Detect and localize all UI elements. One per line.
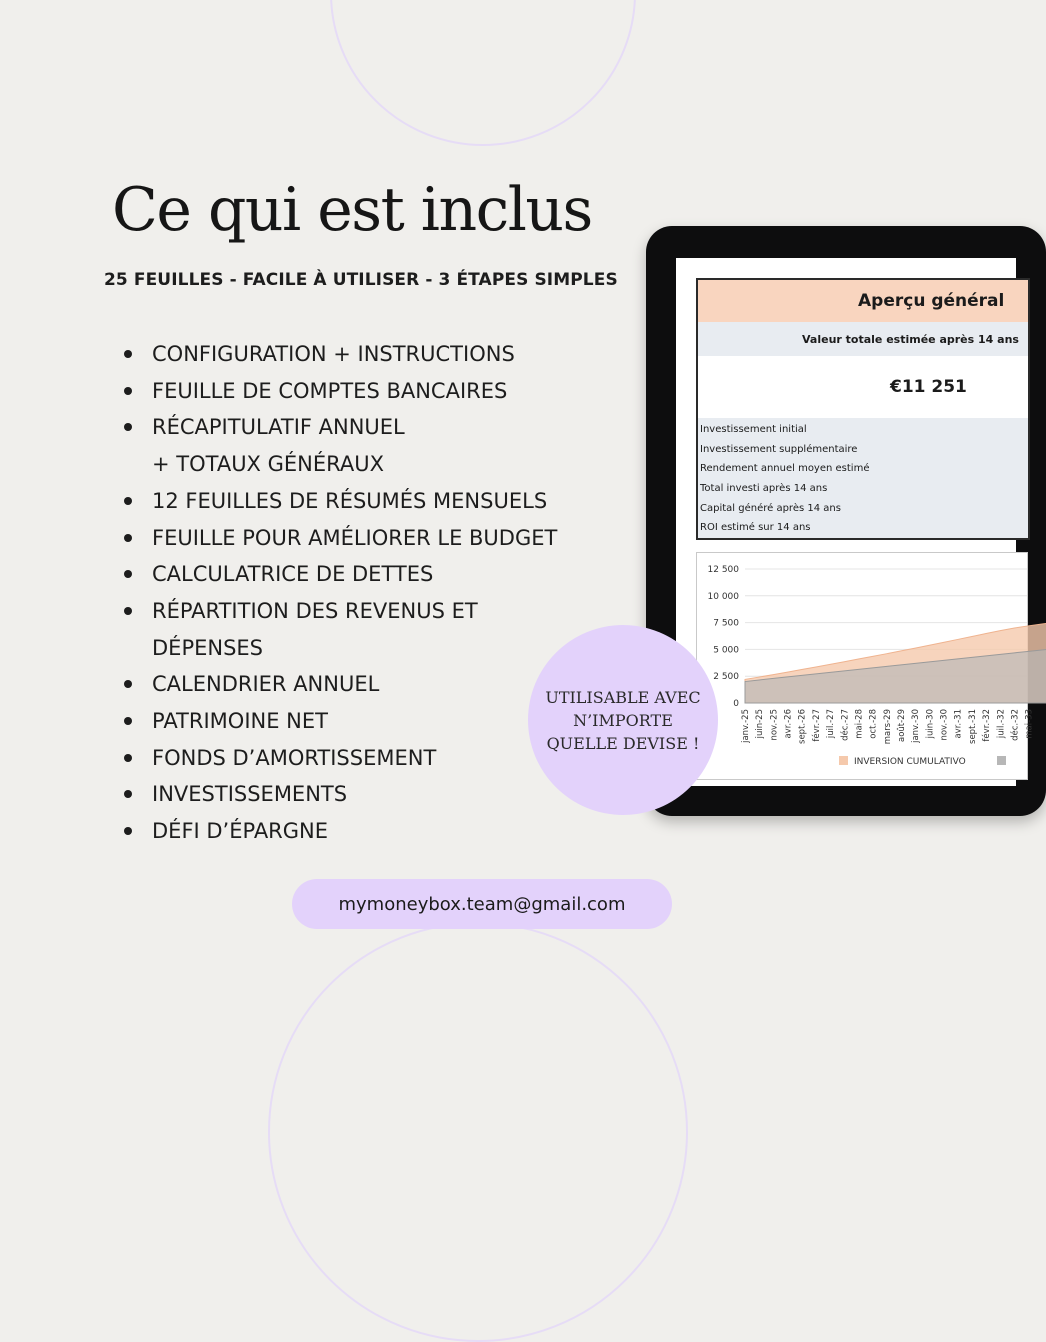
x-tick-label: janv.-30: [911, 709, 922, 743]
metric-row: ROI estimé sur 14 ans: [700, 522, 811, 534]
overview-title: Aperçu général: [698, 280, 1028, 322]
x-tick-label: déc.-32: [1010, 709, 1021, 741]
y-tick-label: 12 500: [707, 565, 739, 575]
metric-row: Investissement supplémentaire: [700, 443, 858, 455]
feature-item: CALENDRIER ANNUEL: [122, 666, 642, 703]
badge-text: UTILISABLE AVEC N’IMPORTE QUELLE DEVISE !: [545, 687, 701, 753]
feature-item: FEUILLE POUR AMÉLIORER LE BUDGET: [122, 520, 642, 557]
x-tick-label: nov.-25: [769, 709, 780, 741]
legend-swatch-2: [997, 756, 1006, 765]
x-tick-label: juil.-32: [996, 709, 1007, 739]
x-tick-label: janv.-25: [741, 709, 751, 743]
x-tick-label: mai-33: [1024, 709, 1035, 739]
x-tick-label: mars-29: [882, 709, 893, 745]
x-tick-label: oct.-28: [868, 709, 879, 739]
x-tick-label: sept.-31: [967, 709, 978, 744]
estimate-label: Valeur totale estimée après 14 ans: [698, 322, 1028, 356]
x-tick-label: sept.-26: [797, 709, 808, 744]
metric-row: Investissement initial: [700, 424, 807, 435]
feature-item: FEUILLE DE COMPTES BANCAIRES: [122, 373, 642, 410]
legend-label-1: INVERSION CUMULATIVO: [854, 757, 966, 767]
page-title: Ce qui est inclus: [112, 175, 592, 245]
feature-item: INVESTISSEMENTS: [122, 776, 642, 813]
y-tick-label: 0: [733, 699, 739, 709]
legend-swatch-1: [839, 756, 848, 765]
email-contact[interactable]: mymoneybox.team@gmail.com: [292, 879, 672, 929]
metric-row: Capital généré après 14 ans: [700, 502, 841, 514]
x-tick-label: févr.-27: [811, 709, 822, 742]
metric-row: Total investi après 14 ans: [700, 483, 828, 495]
feature-item: RÉCAPITULATIF ANNUEL + TOTAUX GÉNÉRAUX: [122, 409, 642, 482]
x-tick-label: juin-25: [755, 709, 766, 739]
x-tick-label: août-29: [897, 709, 907, 743]
metric-row: Rendement annuel moyen estimé: [700, 463, 870, 475]
investment-chart: [696, 552, 1035, 780]
x-tick-label: avr.-26: [783, 709, 794, 739]
y-tick-label: 7 500: [713, 618, 739, 629]
feature-item: CALCULATRICE DE DETTES: [122, 556, 642, 593]
feature-item: 12 FEUILLES DE RÉSUMÉS MENSUELS: [122, 483, 642, 520]
feature-item: DÉFI D’ÉPARGNE: [122, 813, 642, 850]
y-tick-label: 10 000: [707, 591, 739, 602]
x-tick-label: avr.-31: [953, 709, 964, 739]
y-tick-label: 2 500: [713, 672, 739, 683]
feature-item: PATRIMOINE NET: [122, 703, 642, 740]
chart-canvas: [697, 553, 1035, 779]
x-tick-label: déc.-27: [840, 709, 851, 741]
page-subtitle: 25 FEUILLES - FACILE À UTILISER - 3 ÉTAPES SIMPLES: [104, 270, 618, 290]
estimate-value: €11 251: [890, 377, 967, 397]
decorative-circle-top: [330, 0, 636, 146]
decorative-circle-bottom: [268, 922, 688, 1342]
metrics-list: [698, 418, 1028, 538]
x-tick-label: mai-28: [854, 709, 865, 739]
feature-item: RÉPARTITION DES REVENUS ET DÉPENSES: [122, 593, 642, 666]
currency-badge: [528, 625, 718, 815]
x-tick-label: juin-30: [925, 709, 936, 739]
x-tick-label: févr.-32: [982, 709, 993, 742]
overview-panel: [696, 278, 1030, 540]
x-tick-label: nov.-30: [939, 709, 950, 741]
x-tick-label: juil.-27: [826, 709, 837, 739]
feature-item: FONDS D’AMORTISSEMENT: [122, 740, 642, 777]
y-tick-label: 5 000: [713, 645, 739, 656]
feature-item: CONFIGURATION + INSTRUCTIONS: [122, 336, 642, 373]
tablet-screen: [676, 258, 1035, 786]
